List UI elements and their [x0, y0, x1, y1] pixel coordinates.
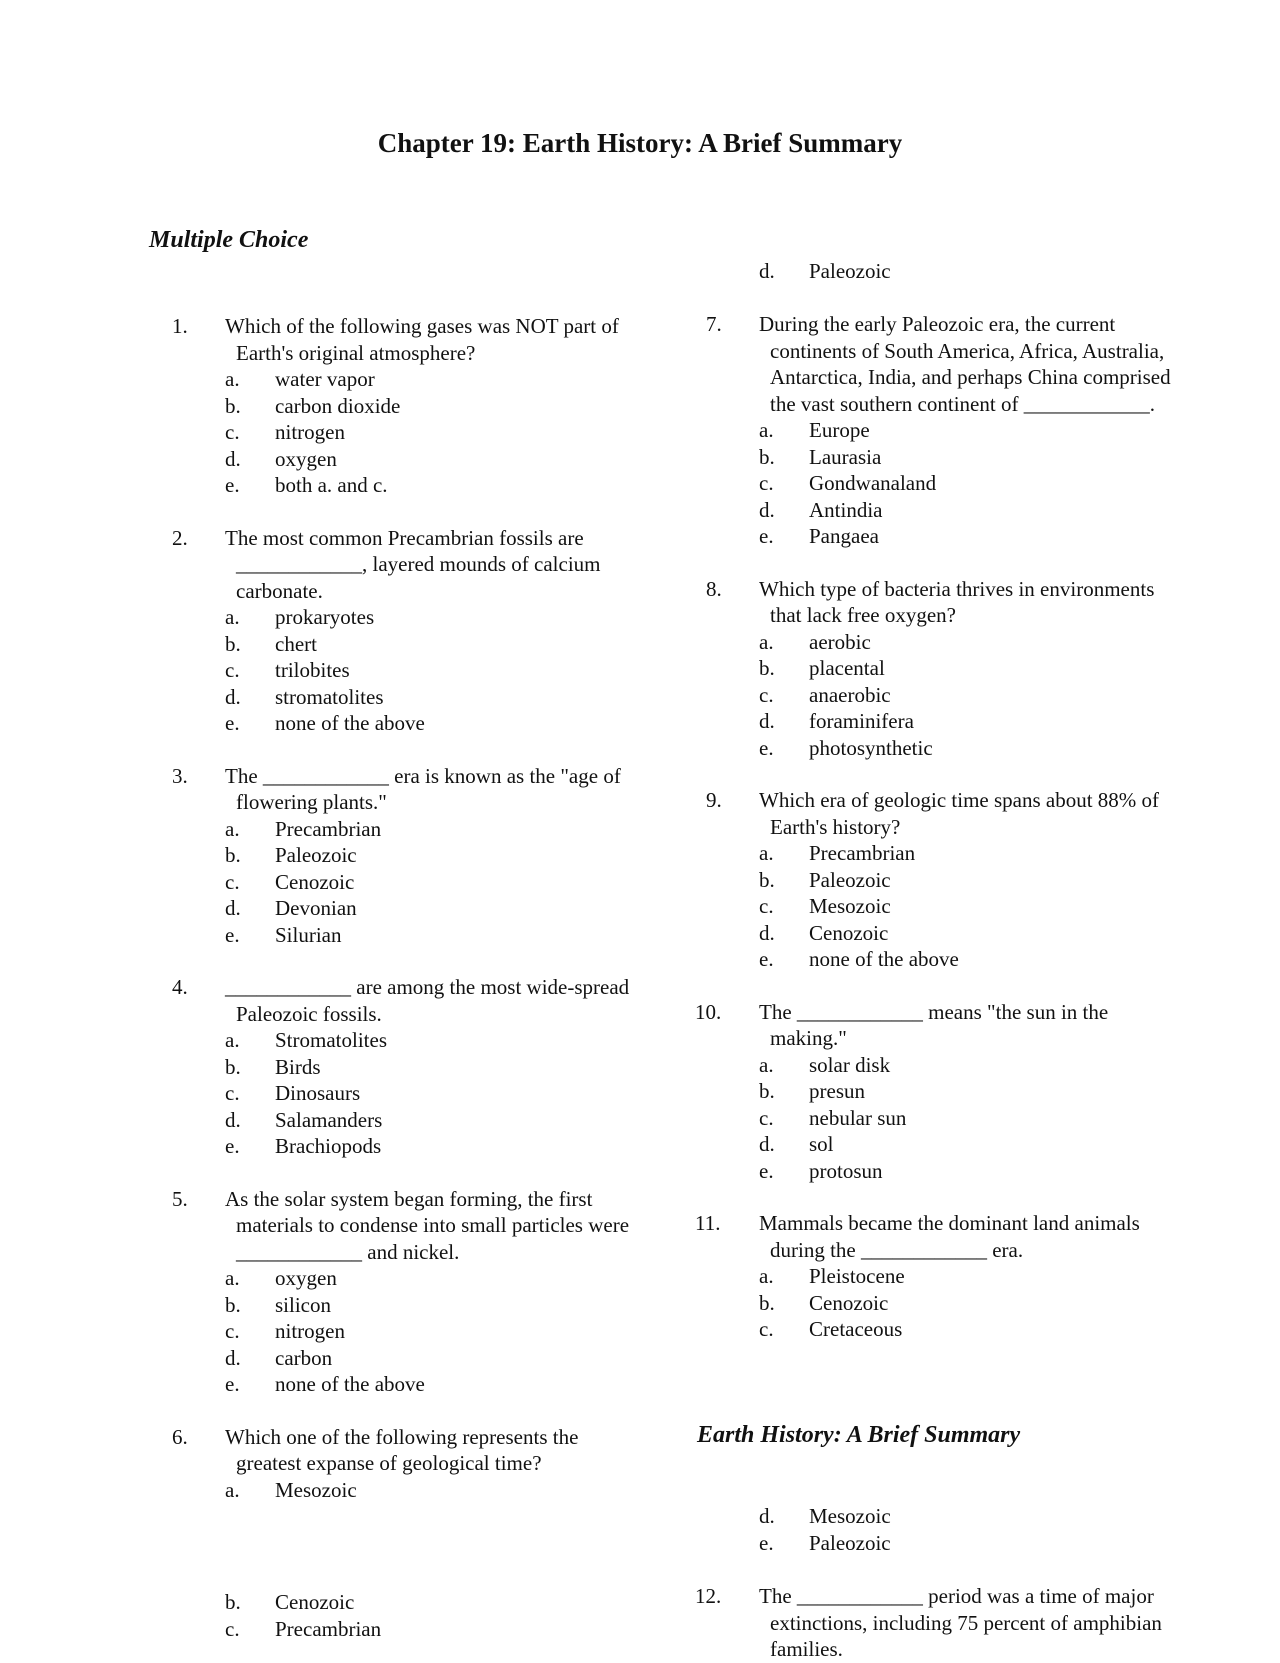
option: [225, 446, 632, 473]
option: [759, 735, 1176, 762]
option-letter: c.: [759, 894, 774, 918]
question-3: [172, 763, 632, 949]
option: [225, 895, 632, 922]
question-12: [695, 1583, 1176, 1663]
option-letter: e.: [759, 524, 774, 548]
option-text: silicon: [275, 1292, 331, 1317]
option-letter: b.: [225, 1590, 241, 1614]
option-letter: e.: [225, 1134, 240, 1158]
option-text: Europe: [809, 418, 870, 442]
option: [225, 1477, 632, 1504]
option: [759, 867, 1176, 894]
option-letter: e.: [759, 735, 774, 760]
option-letter: a.: [225, 816, 240, 841]
option-letter: c.: [759, 1317, 774, 1341]
option-letter: c.: [225, 420, 240, 444]
option-text: Cenozoic: [809, 1290, 889, 1315]
question-4: [172, 974, 632, 1160]
option: [759, 682, 1176, 709]
question-number: 10.: [695, 999, 722, 1024]
option: [225, 684, 632, 711]
option-letter: c.: [225, 658, 240, 682]
option-text: nitrogen: [275, 420, 345, 444]
option-text: Mesozoic: [809, 1504, 891, 1528]
option-text: chert: [275, 631, 317, 656]
option-text: Stromatolites: [275, 1028, 387, 1052]
question-number: 8.: [706, 576, 722, 601]
question-6: [172, 1424, 632, 1504]
option-text: Laurasia: [809, 444, 882, 469]
option-text: Cenozoic: [275, 1590, 355, 1614]
option-text: water vapor: [275, 367, 375, 391]
option-letter: d.: [759, 709, 775, 733]
option: [225, 1027, 632, 1054]
question-text: Which type of bacteria thrives in environments that lack free oxygen?: [759, 576, 1155, 627]
question-11: [695, 1210, 1176, 1343]
option: [225, 710, 632, 737]
option-letter: d.: [759, 259, 775, 283]
option-text: prokaryotes: [275, 605, 375, 629]
question-5: [172, 1186, 632, 1398]
option-letter: c.: [759, 682, 774, 707]
option: [759, 1530, 1176, 1557]
question-1: [172, 313, 632, 499]
option-text: Salamanders: [275, 1107, 383, 1132]
option-letter: a.: [759, 1052, 774, 1077]
option-letter: d.: [759, 497, 775, 522]
right-column-bottom: [695, 1583, 1176, 1663]
option: [759, 1105, 1176, 1132]
question-number: 1.: [172, 314, 188, 338]
section-heading-running-header: Earth History: A Brief Summary: [697, 1422, 1021, 1448]
option: [225, 1318, 632, 1345]
option-text: Cenozoic: [275, 869, 355, 894]
option: [225, 842, 632, 869]
question-text: The ____________ era is known as the "age of flowering plants.": [225, 763, 621, 814]
question-text: The ____________ period was a time of major extinctions, including 75 percent of amphibian families.: [759, 1584, 1162, 1661]
option: [225, 604, 632, 631]
option: [759, 920, 1176, 947]
option: [759, 629, 1176, 656]
option-letter: b.: [225, 1054, 241, 1079]
section-heading-multiple-choice: Multiple Choice: [149, 227, 309, 253]
question-8: [706, 576, 1176, 762]
option-text: Precambrian: [809, 841, 916, 865]
option-text: foraminifera: [809, 709, 914, 733]
question-text: As the solar system began forming, the first materials to condense into small particles were ____________ and nickel.: [225, 1186, 630, 1264]
option-letter: a.: [225, 605, 240, 629]
option-text: Precambrian: [275, 1616, 382, 1641]
question-number: 9.: [706, 788, 722, 812]
option-letter: a.: [225, 1028, 240, 1052]
option-letter: d.: [225, 896, 241, 920]
option: [759, 1290, 1176, 1317]
question-9: [706, 787, 1176, 973]
option-text: Precambrian: [275, 816, 382, 841]
option-letter: b.: [225, 843, 241, 867]
question-number: 12.: [695, 1584, 722, 1608]
option-text: Cenozoic: [809, 920, 889, 945]
question-number: 11.: [695, 1211, 721, 1235]
question-text: ____________ are among the most wide-spread Paleozoic fossils.: [225, 975, 630, 1026]
question-number: 5.: [172, 1186, 188, 1211]
option-text: oxygen: [275, 446, 337, 471]
question-2: [172, 525, 632, 737]
option-text: nebular sun: [809, 1105, 907, 1130]
question-7: [706, 311, 1176, 550]
option-letter: b.: [225, 631, 241, 656]
option: [225, 631, 632, 658]
option-letter: e.: [759, 1158, 774, 1183]
option: [759, 1263, 1176, 1290]
option-letter: b.: [759, 444, 775, 469]
option-text: none of the above: [275, 711, 425, 735]
option-letter: a.: [759, 841, 774, 865]
question-number: 2.: [172, 525, 188, 550]
option-text: Pangaea: [809, 524, 879, 548]
left-column: [172, 313, 632, 1503]
option-letter: b.: [759, 1079, 775, 1103]
option-text: placental: [809, 656, 885, 680]
option-text: oxygen: [275, 1266, 337, 1290]
option: [759, 1158, 1176, 1185]
option-letter: d.: [759, 1132, 775, 1156]
option-letter: d.: [759, 1504, 775, 1528]
option-text: Dinosaurs: [275, 1081, 361, 1105]
option-text: none of the above: [809, 947, 959, 971]
option-letter: a.: [225, 367, 240, 391]
option-text: none of the above: [275, 1372, 425, 1396]
option-text: photosynthetic: [809, 735, 933, 760]
option: [759, 1503, 1176, 1530]
question-number: 4.: [172, 975, 188, 999]
option-letter: c.: [225, 1081, 240, 1105]
option: [759, 497, 1176, 524]
question-number: 3.: [172, 763, 188, 788]
option: [759, 840, 1176, 867]
option: [225, 1265, 632, 1292]
option-text: Silurian: [275, 922, 342, 947]
option: [759, 655, 1176, 682]
option: [225, 1054, 632, 1081]
option-letter: e.: [225, 711, 240, 735]
option-text: nitrogen: [275, 1319, 345, 1343]
question-number: 6.: [172, 1424, 188, 1449]
option: [759, 417, 1176, 444]
option: [225, 1616, 632, 1643]
question-text: Which of the following gases was NOT part of Earth's original atmosphere?: [225, 314, 619, 365]
option: [225, 472, 632, 499]
option: [225, 1080, 632, 1107]
option-text: Brachiopods: [275, 1134, 382, 1158]
option-letter: b.: [225, 393, 241, 418]
option-letter: c.: [759, 1105, 774, 1130]
option-text: anaerobic: [809, 682, 891, 707]
option: [225, 657, 632, 684]
question-text: During the early Paleozoic era, the current continents of South America, Africa, Australia, Antarctica, India, and perhaps China comprised the vast southern continent of ____________.: [759, 312, 1171, 416]
option: [759, 470, 1176, 497]
option: [759, 258, 1176, 285]
option: [759, 523, 1176, 550]
option-letter: a.: [759, 418, 774, 442]
option: [759, 708, 1176, 735]
question-6-continued-left: [172, 1589, 632, 1642]
option-letter: d.: [225, 684, 241, 709]
option: [225, 1292, 632, 1319]
option-text: stromatolites: [275, 684, 384, 709]
option-letter: c.: [225, 1616, 240, 1641]
option-text: aerobic: [809, 629, 871, 654]
option-text: Paleozoic: [809, 867, 891, 892]
option: [759, 444, 1176, 471]
option-text: Pleistocene: [809, 1264, 905, 1288]
option-letter: a.: [225, 1477, 240, 1502]
option-letter: b.: [225, 1292, 241, 1317]
question-10: [695, 999, 1176, 1185]
option: [759, 893, 1176, 920]
option: [225, 1345, 632, 1372]
option: [225, 393, 632, 420]
right-column-top: [706, 258, 1176, 285]
option-text: Gondwanaland: [809, 471, 937, 495]
option-text: trilobites: [275, 658, 350, 682]
option: [225, 366, 632, 393]
option-text: Paleozoic: [809, 1530, 891, 1555]
option-text: protosun: [809, 1158, 883, 1183]
option: [759, 946, 1176, 973]
option-letter: a.: [225, 1266, 240, 1290]
option: [225, 922, 632, 949]
option-letter: d.: [225, 1107, 241, 1132]
option: [225, 1371, 632, 1398]
option-letter: e.: [225, 473, 240, 497]
option-letter: d.: [759, 920, 775, 945]
page-title: Chapter 19: Earth History: A Brief Summary: [377, 128, 903, 158]
option-letter: c.: [759, 471, 774, 495]
option: [759, 1316, 1176, 1343]
option-letter: a.: [759, 1264, 774, 1288]
question-text: The most common Precambrian fossils are ____________, layered mounds of calcium carbonate.: [225, 525, 601, 603]
option: [759, 1078, 1176, 1105]
option-text: Cretaceous: [809, 1317, 903, 1341]
option-letter: c.: [225, 1319, 240, 1343]
option-text: Antindia: [809, 497, 883, 522]
option-letter: e.: [759, 1530, 774, 1555]
option-letter: e.: [759, 947, 774, 971]
option-letter: e.: [225, 1372, 240, 1396]
option: [225, 419, 632, 446]
option-letter: e.: [225, 922, 240, 947]
option-text: presun: [809, 1079, 865, 1103]
option-text: Devonian: [275, 896, 357, 920]
question-text: Which one of the following represents the greatest expanse of geological time?: [225, 1424, 579, 1475]
option: [225, 816, 632, 843]
option-letter: b.: [759, 1290, 775, 1315]
option-letter: a.: [759, 629, 774, 654]
question-number: 7.: [706, 312, 722, 336]
option-letter: d.: [225, 446, 241, 471]
option-letter: b.: [759, 867, 775, 892]
option: [225, 1133, 632, 1160]
option-text: carbon: [275, 1345, 333, 1370]
option-text: solar disk: [809, 1052, 891, 1077]
option-letter: d.: [225, 1345, 241, 1370]
option-text: both a. and c.: [275, 473, 388, 497]
question-text: Which era of geologic time spans about 88% of Earth's history?: [759, 788, 1160, 839]
option: [759, 1131, 1176, 1158]
option-text: sol: [809, 1132, 834, 1156]
option-text: Mesozoic: [275, 1477, 357, 1502]
option-letter: b.: [759, 656, 775, 680]
option: [225, 1589, 632, 1616]
option-text: Paleozoic: [809, 259, 891, 283]
question-6-continued-right: [706, 1503, 1176, 1556]
option-text: Birds: [275, 1054, 321, 1079]
option-text: Mesozoic: [809, 894, 891, 918]
option-text: Paleozoic: [275, 843, 357, 867]
option-letter: c.: [225, 869, 240, 894]
question-text: The ____________ means "the sun in the making.": [759, 999, 1109, 1050]
question-text: Mammals became the dominant land animals during the ____________ era.: [759, 1211, 1140, 1262]
right-column: [695, 311, 1176, 1343]
option-text: carbon dioxide: [275, 393, 401, 418]
option: [759, 1052, 1176, 1079]
option: [225, 1107, 632, 1134]
option: [225, 869, 632, 896]
